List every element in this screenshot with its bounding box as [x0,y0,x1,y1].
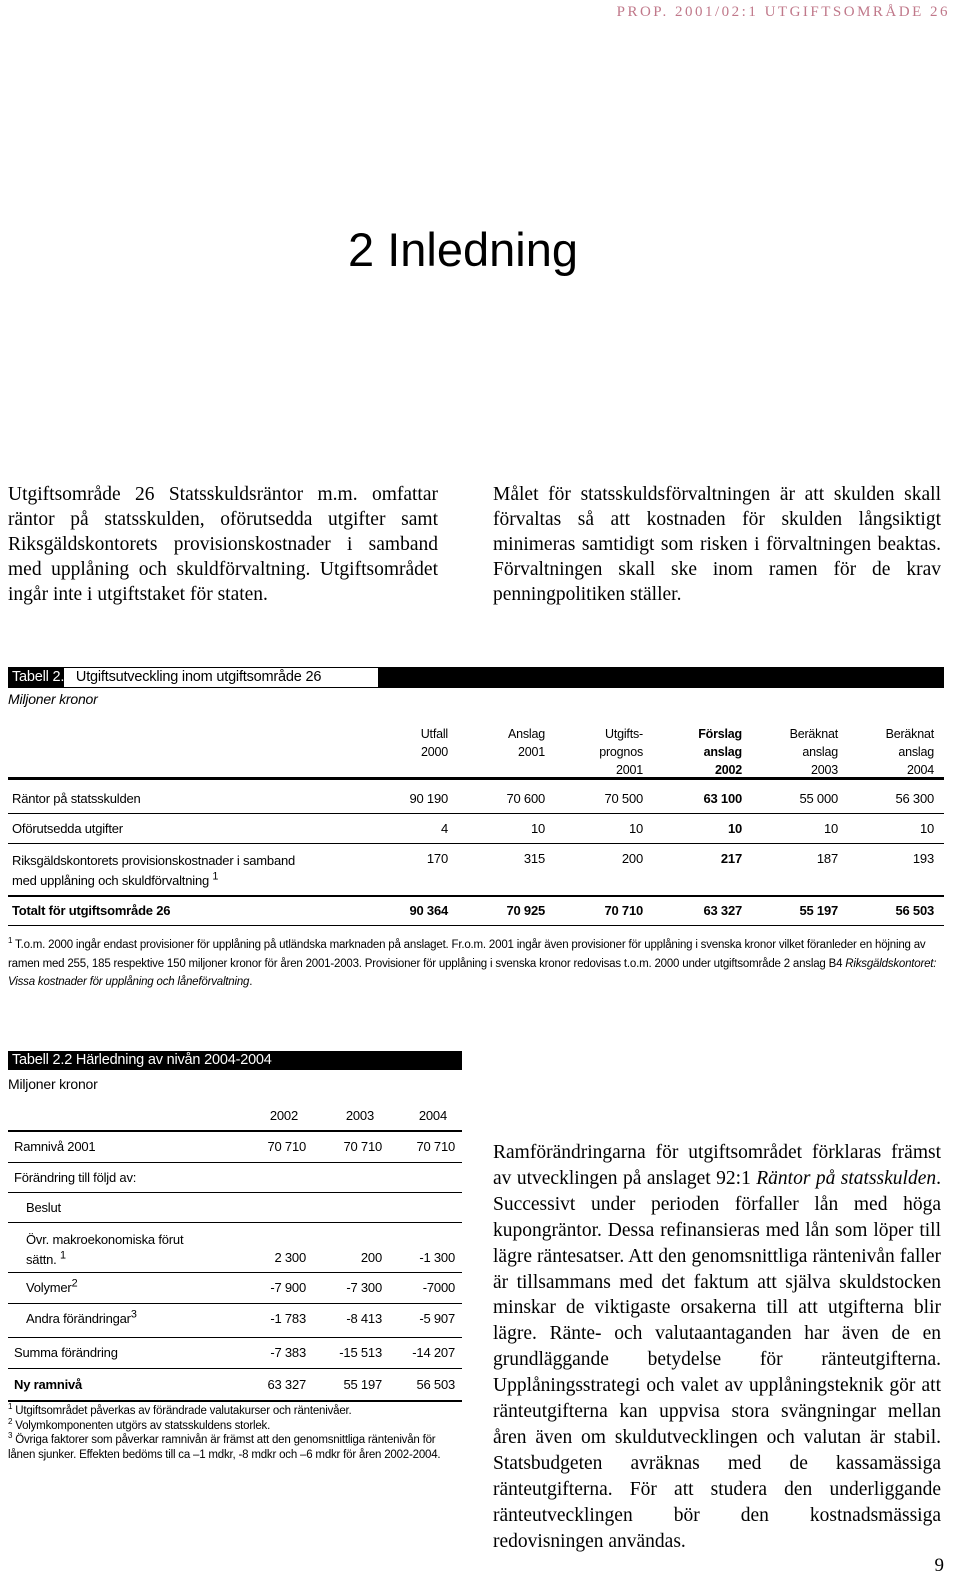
table-footnote: $^1$ T.o.m. 2000 ingår endast provisioner för upplåning på utländska marknaden på anslaget. Fr.o.m. 2001 ingår även provisioner för upplåning i svenska kronor vilket föranleder en höjning av ramen med 255, 185 respektive 150 miljoner kronor för åren 2001-2003. Provisioner för upplåning i svenska kronor redovisas t.o.m. 2000 under utgiftsområde 2 anslag B4 Riksgäldskontoret: Vissa kostnader för upplåning och låneförvaltning. [8,936,937,988]
intro-paragraph-left: Utgiftsområde 26 Statsskuldsräntor m.m. omfattar räntor på statsskulden, oförutsedda utgifter samt Riksgäldskontorets provisionskostnader i samband med upplåning och skuldförvaltning. Utgiftsområdet ingår inte i utgiftstaket för staten. [8,484,438,605]
column-header: Utgifts- prognos 2001 [599,727,643,777]
table-title-bar [8,1051,462,1070]
column-header: 2002 [269,1108,298,1123]
column-header: 2003 [345,1108,374,1123]
table-label: Tabell 2.2 [12,1052,73,1068]
table-unit: Miljoner kronor [8,691,98,707]
body-paragraph-right: Ramförändringarna för utgiftsområdet förklaras främst av utvecklingen på anslaget 92:1 Räntor på statsskulden. Successivt under perioden förfaller lån med höga kupongräntor. Dessa refinansieras med lån som löper till lägre räntesatser. Att den genomsnittliga räntenivån faller är tillsammans med det faktum att själva skuldstocken minskar de viktigaste orsakerna till att utgifterna blir lägre. Ränte- och valutaantaganden har även de en grundläggande betydelse för ränteutgifterna. Upplåningsstrategi och valet av upplåningsteknik gör att ränteutgifterna kan uppvisa stora svängningar mellan åren även om skuldutvecklingen och valutan är stabil. Statsbudgeten avräknas med de kassamässiga ränteutgifterna. För att studera den underliggande ränteutvecklingen bör den kostnadsmässiga redovisningen användas. [493,1142,942,1552]
table-unit: Miljoner kronor [8,1076,98,1092]
column-header: Utfall 2000 [420,727,448,759]
column-header: Beräknat anslag 2004 [885,727,934,777]
column-header: Förslag anslag 2002 [698,727,742,777]
table-title-bar [8,667,944,688]
table-row: Övr. makroekonomiska förut sättn. $^1$ 2 300 200 -1 300 [26,1232,455,1267]
running-header: PROP. 2001/02:1 UTGIFTSOMRÅDE 26 [616,4,950,20]
chapter-title: 2 Inledning [348,223,578,276]
intro-paragraph-right: Målet för statsskuldsförvaltningen är att skulden skall förvaltas så att kostnaden för skulden långsiktigt minimeras samtidigt som risken i förvaltningen beaktas. Förvaltningen skall ske inom ramen för de krav penningpolitiken ställer. [493,484,941,605]
page-number: 9 [934,1555,944,1576]
note: $^2$ Volymkomponenten utgörs av statsskuldens storlek. [8,1416,271,1432]
table-title: Utgiftsutveckling inom utgiftsområde 26 [75,669,322,685]
table-title: Härledning av nivån 2004-2004 [75,1052,272,1068]
note: $^1$ Utgiftsområdet påverkas av förändrade valutakurser och räntenivåer. [8,1402,352,1417]
table-notes [8,1404,462,1462]
table-label: Tabell 2.1 [12,669,73,685]
table-rule [8,777,944,780]
note: $^3$ Övriga faktorer som påverkar ramnivån är främst att den genomsnittliga räntenivån för lånen sjunker. Effekten bedöms till ca –1 mdkr, -8 mdkr och –6 mdkr för åren 2002-2004. [8,1431,441,1461]
column-header: Anslag 2001 [507,727,545,759]
column-header: Beräknat anslag 2003 [789,727,838,777]
column-header: 2004 [418,1108,447,1123]
